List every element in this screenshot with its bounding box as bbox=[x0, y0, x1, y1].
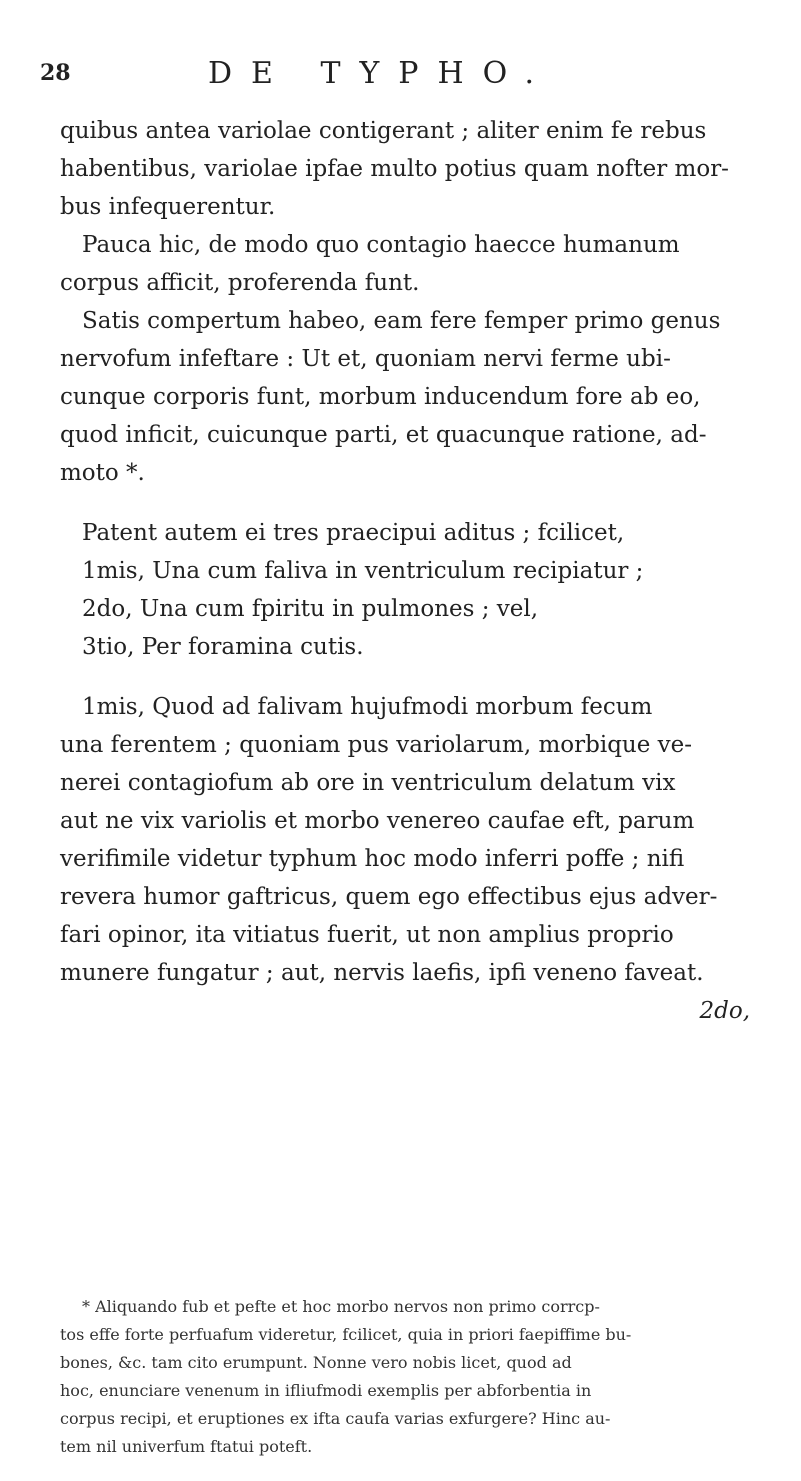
footnote-line: * Aliquando fub et pefte et hoc morbo nervos non primo corrcp- bbox=[82, 1297, 600, 1316]
text-line: una ferentem ; quoniam pus variolarum, morbique ve- bbox=[60, 732, 693, 758]
text-line: corpus afficit, proferenda funt. bbox=[60, 270, 420, 296]
text-line: Pauca hic, de modo quo contagio haecce humanum bbox=[82, 232, 680, 258]
text-line: 1mis, Una cum faliva in ventriculum recipiatur ; bbox=[82, 558, 644, 584]
paragraph-gap bbox=[60, 492, 760, 514]
text-line: aut ne vix variolis et morbo venereo caufae eft, parum bbox=[60, 808, 695, 834]
footnote-line: tos effe forte perfuafum videretur, fcilicet, quia in priori faepiffime bu- bbox=[60, 1325, 632, 1344]
footnote-line: corpus recipi, et eruptiones ex ifta caufa varias exfurgere? Hinc au- bbox=[60, 1409, 611, 1428]
page-number: 28 bbox=[40, 60, 71, 86]
footnote-line: tem nil univerfum ftatui poteft. bbox=[60, 1437, 313, 1456]
text-line: nervofum infeftare : Ut et, quoniam nervi ferme ubi- bbox=[60, 346, 671, 372]
text-line: fari opinor, ita vitiatus fuerit, ut non amplius proprio bbox=[60, 922, 674, 948]
catchword: 2do, bbox=[699, 998, 750, 1024]
footnote bbox=[60, 1293, 760, 1461]
text-line: munere fungatur ; aut, nervis laefis, ipfi veneno faveat. bbox=[60, 960, 704, 986]
paragraph-gap bbox=[60, 666, 760, 688]
text-line: cunque corporis funt, morbum inducendum fore ab eo, bbox=[60, 384, 701, 410]
main-text bbox=[60, 112, 760, 1030]
footnote-line: hoc, enunciare venenum in ifliufmodi exemplis per abforbentia in bbox=[60, 1381, 592, 1400]
text-line: verifimile videtur typhum hoc modo inferri poffe ; nifi bbox=[60, 846, 685, 872]
text-line: quod inficit, cuicunque parti, et quacunque ratione, ad- bbox=[60, 422, 707, 448]
footnote-line: bones, &c. tam cito erumpunt. Nonne vero nobis licet, quod ad bbox=[60, 1353, 572, 1372]
text-line: 3tio, Per foramina cutis. bbox=[82, 634, 364, 660]
text-line: 2do, Una cum fpiritu in pulmones ; vel, bbox=[82, 596, 539, 622]
text-line: 1mis, Quod ad falivam hujufmodi morbum fecum bbox=[82, 694, 653, 720]
text-line: quibus antea variolae contigerant ; aliter enim fe rebus bbox=[60, 118, 707, 144]
text-line: Patent autem ei tres praecipui aditus ; fcilicet, bbox=[82, 520, 625, 546]
running-title: DE TYPHO. bbox=[208, 56, 554, 91]
text-line: moto *. bbox=[60, 460, 145, 486]
text-line: revera humor gaftricus, quem ego effectibus ejus adver- bbox=[60, 884, 718, 910]
text-line: habentibus, variolae ipfae multo potius quam nofter mor- bbox=[60, 156, 729, 182]
page-header bbox=[40, 56, 760, 96]
text-line: Satis compertum habeo, eam fere femper primo genus bbox=[82, 308, 721, 334]
text-line: nerei contagiofum ab ore in ventriculum delatum vix bbox=[60, 770, 676, 796]
text-line: bus infequerentur. bbox=[60, 194, 276, 220]
